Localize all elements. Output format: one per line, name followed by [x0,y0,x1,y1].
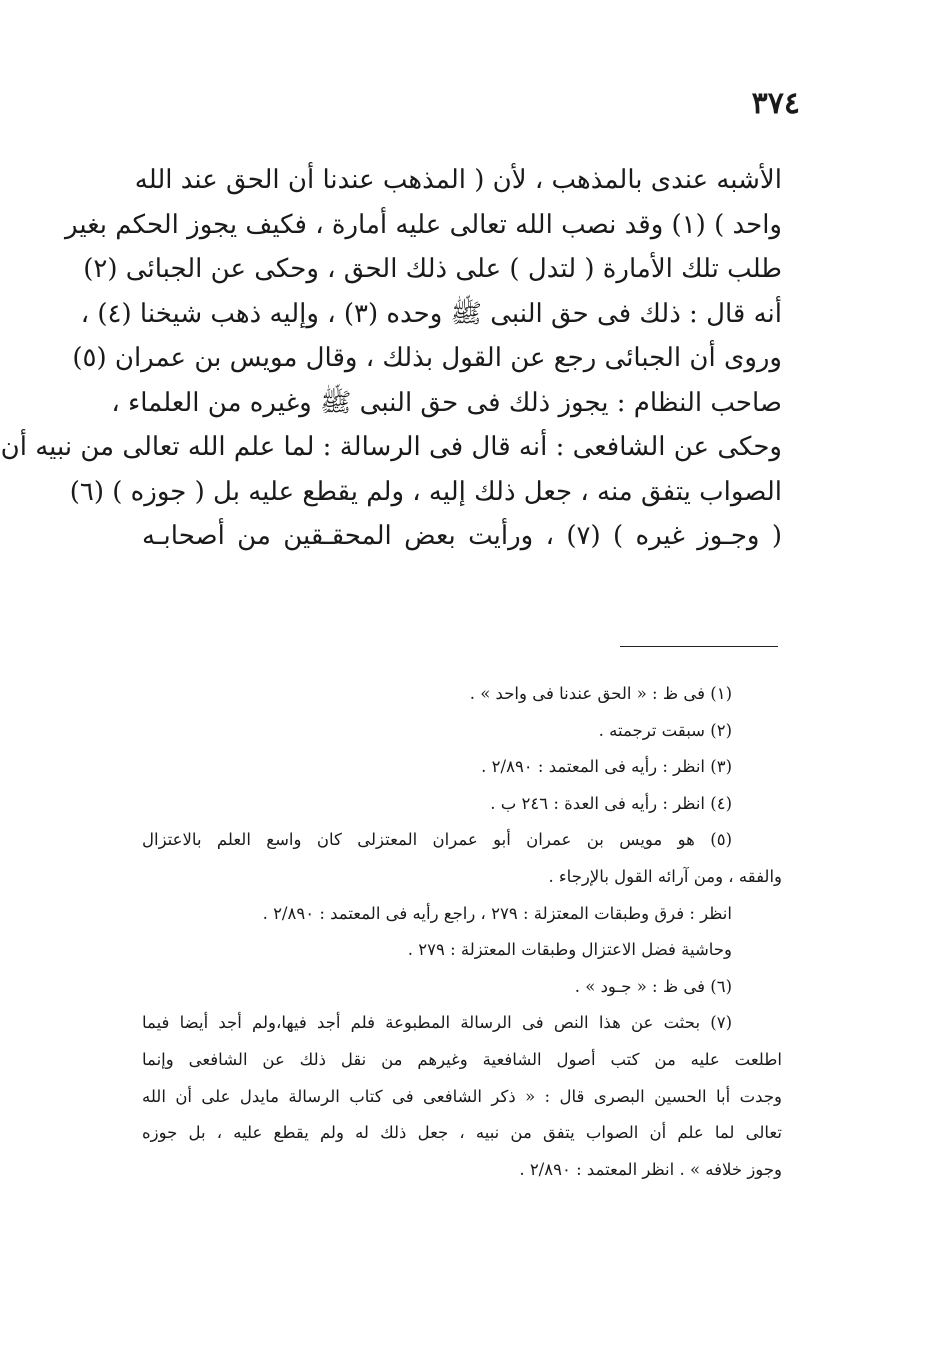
footnote-line: (٢) سبقت ترجمته . [598,720,732,740]
text-line: صاحب النظام : يجوز ذلك فى حق النبى ﷺ وغيره من العلماء ، [111,387,782,418]
footnote-line: (٣) انظر : رأيه فى المعتمد : ٢/٨٩٠ . [481,757,732,777]
footnotes [142,676,782,1188]
main-text [0,158,782,559]
text-line: وروى أن الجبائى رجع عن القول بذلك ، وقال مويس بن عمران (٥) [72,343,782,373]
footnote-line: وجدت أبا الحسين البصرى قال : « ذكر الشافعى فى كتاب الرسالة مايدل على أن الله [142,1086,782,1106]
text-line: الأشبه عندى بالمذهب ، لأن ( المذهب عندنا أن الحق عند الله [134,165,782,195]
text-line: طلب تلك الأمارة ( لتدل ) على ذلك الحق ، وحكى عن الجبائى (٢) [83,254,782,284]
footnote-line: اطلعت عليه من كتب أصول الشافعية وغيرهم من نقل ذلك عن الشافعى وإنما [142,1049,782,1069]
text-line: واحد ) (١) وقد نصب الله تعالى عليه أمارة ، فكيف يجوز الحكم بغير [65,209,782,240]
footnote-line: (٦) فى ظ : « جـود » . [574,976,732,996]
footnote-line: وجوز خلافه » . انظر المعتمد : ٢/٨٩٠ . [519,1159,782,1179]
text-line: الصواب يتفق منه ، جعل ذلك إليه ، ولم يقطع عليه بل ( جوزه ) (٦) [69,476,782,507]
footnote-line: تعالى لما علم أن الصواب يتفق من نبيه ، جعل ذلك له ولم يقطع عليه ، بل جوزه [142,1123,782,1143]
footnote-line: (٥) هو مويس بن عمران أبو عمران المعتزلى كان واسع العلم بالاعتزال [142,830,732,850]
text-line: أنه قال : ذلك فى حق النبى ﷺ وحده (٣) ، وإليه ذهب شيخنا (٤) ، [80,298,782,329]
text-line: ( وجـوز غيره ) (٧) ، ورأيت بعض المحقـقين من أصحابـه [142,521,782,551]
footnote-line: والفقه ، ومن آرائه القول بالإرجاء . [548,866,782,886]
footnote-line: (١) فى ظ : « الحق عندنا فى واحد » . [469,684,732,703]
page-number: ٣٧٤ [751,86,800,121]
footnote-divider [620,646,778,647]
footnote-line: (٤) انظر : رأيه فى العدة : ٢٤٦ ب . [490,793,732,813]
footnote-line: وحاشية فضل الاعتزال وطبقات المعتزلة : ٢٧٩ . [407,940,732,960]
text-line: وحكى عن الشافعى : أنه قال فى الرسالة : لما علم الله تعالى من نبيه أن [0,432,782,462]
footnote-line: انظر : فرق وطبقات المعتزلة : ٢٧٩ ، راجع رأيه فى المعتمد : ٢/٨٩٠ . [262,903,732,923]
footnote-line: (٧) بحثت عن هذا النص فى الرسالة المطبوعة فلم أجد فيها،ولم أجد أيضا فيما [142,1013,732,1033]
